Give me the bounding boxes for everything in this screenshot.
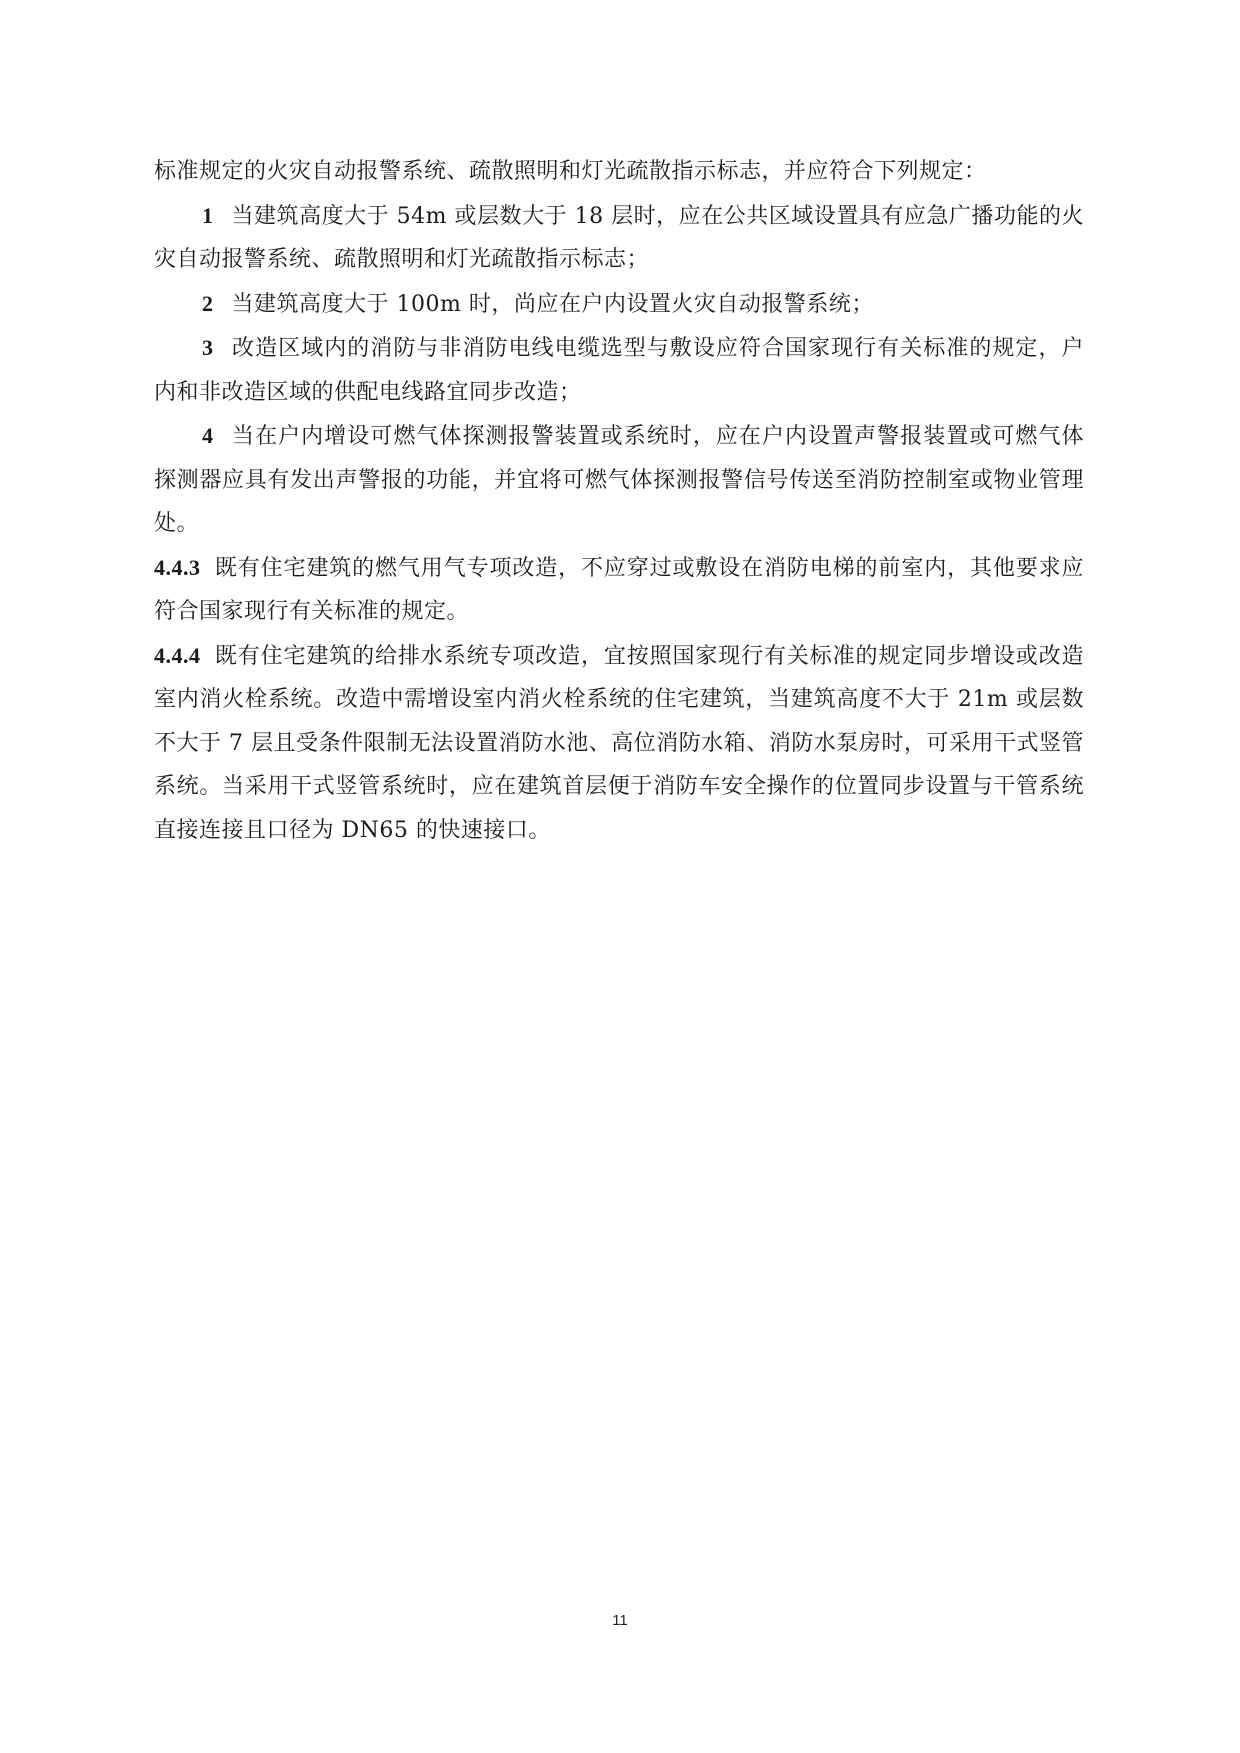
list-number: 4: [202, 423, 214, 448]
clause-number: 4.4.3: [154, 554, 201, 580]
paragraph-text: 当建筑高度大于 54m 或层数大于 18 层时，应在公共区域设置具有应急广播功能的火灾自动报警系统、疏散照明和灯光疏散指示标志；: [154, 203, 1084, 272]
clause-number: 4.4.4: [154, 642, 201, 668]
list-item-2: [154, 282, 1084, 327]
list-item-3: [154, 326, 1084, 414]
paragraph-text: 当在户内增设可燃气体探测报警装置或系统时，应在户内设置声警报装置或可燃气体探测器应具有发出声警报的功能，并宜将可燃气体探测报警信号传送至消防控制室或物业管理处。: [154, 424, 1084, 536]
list-item-4: [154, 414, 1084, 546]
paragraph-text: 改造区域内的消防与非消防电线电缆选型与敷设应符合国家现行有关标准的规定，户内和非改造区域的供配电线路宜同步改造；: [154, 336, 1084, 405]
clause-4-4-4: [154, 634, 1084, 853]
list-number: 2: [202, 290, 214, 316]
paragraph-text: 既有住宅建筑的给排水系统专项改造，宜按照国家现行有关标准的规定同步增设或改造室内消火栓系统。改造中需增设室内消火栓系统的住宅建筑，当建筑高度不大于 21m 或层数不大于 7 层且受条件限制无法设置消防水池、高位消防水箱、消防水泵房时，可采用干式竖管系统。当采用干式竖管系统时，应在建筑首层便于消防车安全操作的位置同步设置与干管系统直接连接且口径为 DN65 的快速接口。: [154, 643, 1084, 843]
list-item-1: [154, 194, 1084, 282]
paragraph-text: 标准规定的火灾自动报警系统、疏散照明和灯光疏散指示标志，并应符合下列规定：: [154, 159, 987, 184]
paragraph-text: 既有住宅建筑的燃气用气专项改造，不应穿过或敷设在消防电梯的前室内，其他要求应符合国家现行有关标准的规定。: [154, 555, 1084, 624]
document-body: [154, 150, 1084, 852]
list-number: 3: [202, 335, 214, 360]
paragraph-text: 当建筑高度大于 100m 时，尚应在户内设置火灾自动报警系统；: [231, 291, 874, 317]
list-number: 1: [202, 202, 214, 228]
clause-4-4-3: [154, 546, 1084, 634]
page-number: 11: [612, 1612, 628, 1629]
paragraph-continuation: [154, 150, 1084, 194]
